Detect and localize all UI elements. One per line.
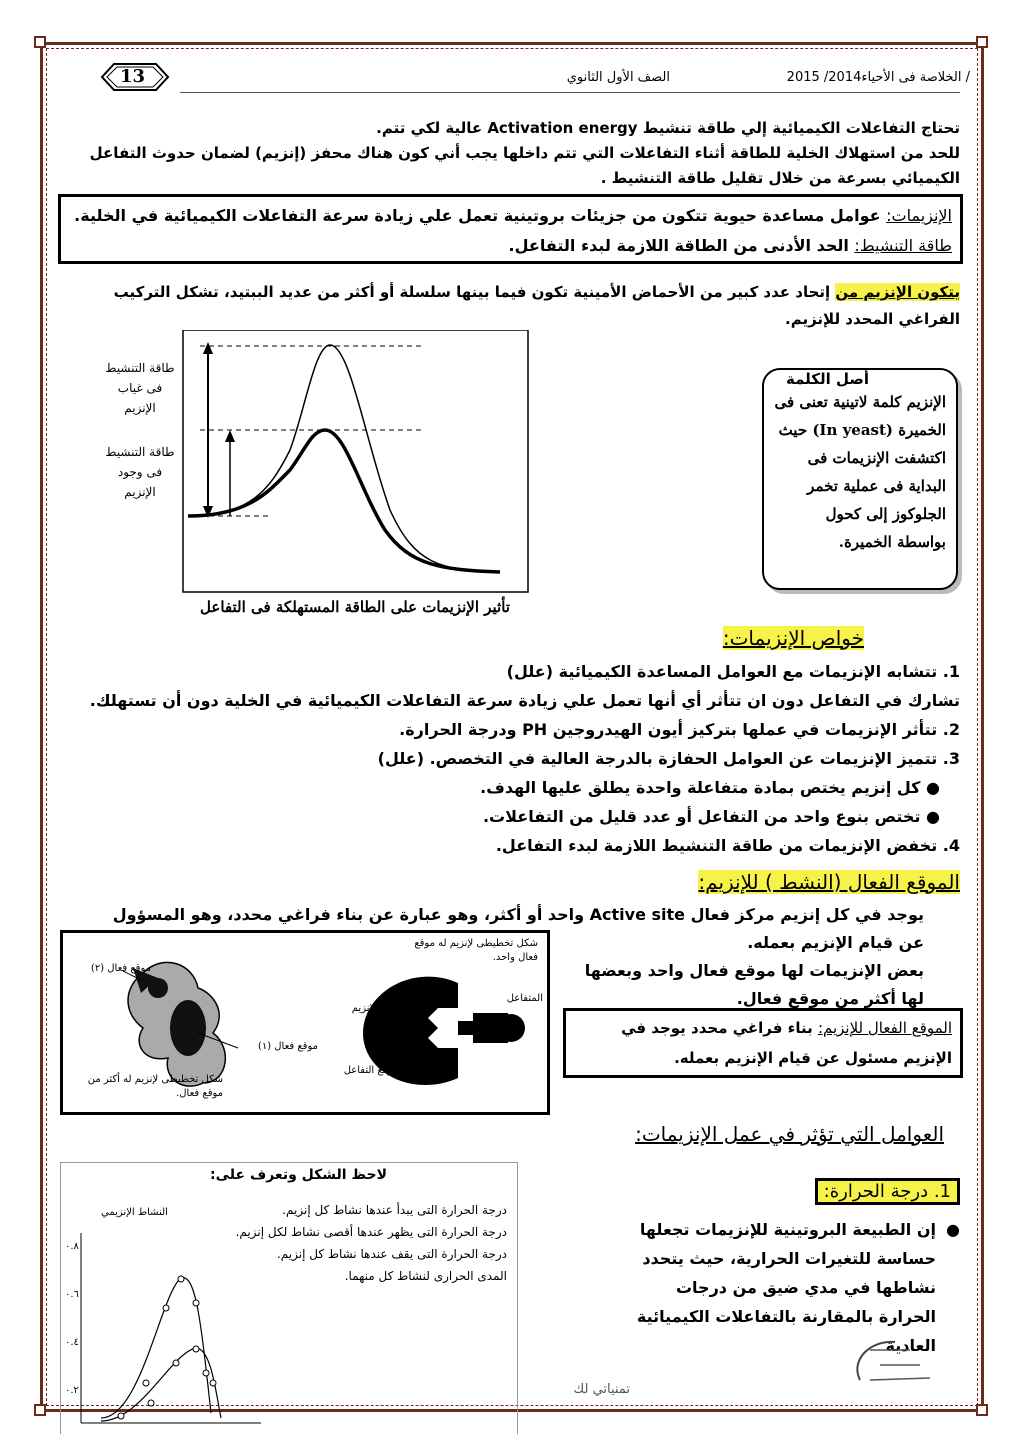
label-with-enzyme — [100, 442, 180, 502]
temperature-title — [815, 1178, 960, 1205]
corner-ornament — [976, 36, 988, 48]
corner-ornament — [34, 36, 46, 48]
temp-fig-item-2: درجة الحرارة التى يظهر عندها أقصى نشاط لكل إنزيم. — [235, 1225, 507, 1239]
property-1: 1. تتشابه الإنزيمات مع العوامل المساعدة الكيميائية (علل) — [506, 662, 960, 681]
intro-line-2: للحد من استهلاك الخلية للطاقة أثناء التفاعلات التي تتم داخلها يجب أني كون هناك محفز (إنزيم) لضمان حدوث التفاعل — [89, 144, 960, 162]
active-site-line-3: بعض الإنزيمات لها موقع فعال واحد وبعضها — [584, 961, 924, 980]
composition-highlight: يتكون الإنزيم من — [835, 283, 960, 301]
page-number: 13 — [120, 66, 146, 87]
header-grade: الصف الأول الثانوي — [566, 70, 670, 85]
intro-paragraph — [60, 116, 960, 191]
temperature-title-text: 1. درجة الحرارة: — [815, 1178, 960, 1205]
word-origin-box — [762, 368, 958, 590]
graph-caption: تأثير الإنزيمات على الطاقة المستهلكة فى التفاعل — [200, 598, 510, 616]
activation-energy-figure — [100, 330, 530, 630]
fig-right-caption: شكل تخطيطى لإنزيم له موقع فعال واحد. — [414, 938, 538, 963]
header-title: / الخلاصة فى الأحياء2014/ 2015 — [786, 70, 970, 85]
word-origin-text: الإنزيم كلمة لاتينية تعنى فى الخميرة (In yeast) حيث اكتشفت الإنزيمات فى البداية فى عملية تخمر الجلوكوز إلى كحول بواسطة الخميرة. — [774, 393, 946, 551]
label-without-line-3: الإنزيم — [124, 401, 156, 415]
temperature-paragraph: إن الطبيعة البروتينية للإنزيمات تجعلها حساسة للتغيرات الحرارية، حيث يتحدد نشاطها في مدي ضيق من درجات الحرارة بالمقارنة بالتفاعلات الكيميائية العادية — [636, 1220, 936, 1355]
word-origin-title: أصل الكلمة — [782, 370, 873, 388]
def-enzymes: عوامل مساعدة حيوية تتكون من جزيئات بروتينية تعمل علي زيادة سرعة التفاعلات الكيميائية في الخلية. — [74, 206, 887, 225]
composition-paragraph — [60, 279, 960, 333]
bullet-icon: ● — [946, 1220, 960, 1239]
temp-fig-list — [227, 1199, 507, 1287]
label-with-line-2: فى وجود — [117, 465, 163, 479]
ytick: ٠.٢ — [65, 1385, 79, 1396]
label-with-line-3: الإنزيم — [124, 485, 156, 499]
fig-substrate-label: المتفاعل — [506, 993, 543, 1004]
temp-activity-graph — [61, 1223, 261, 1433]
properties-list — [50, 657, 960, 860]
label-without-line-1: طاقة التنشيط — [105, 361, 175, 375]
label-without-line-2: فى غياب — [117, 381, 163, 395]
temp-fig-item-1: درجة الحرارة التى يبدأ عندها نشاط كل إنزيم. — [282, 1203, 507, 1217]
active-site-title-text: الموقع الفعال (النشط ) للإنزيم: — [698, 870, 960, 894]
ytick: ٠.٦ — [65, 1289, 79, 1300]
fig-reaction-site-label: موقع التفاعل — [343, 1065, 398, 1076]
composition-line-1 — [60, 279, 960, 306]
properties-title — [564, 626, 864, 650]
fig-site-2-label: موقع فعال (٢) — [90, 963, 151, 974]
fig-site-1-label: موقع فعال (١) — [257, 1041, 318, 1052]
def-activation: الحد الأدنى من الطاقة اللازمة لبدء التفاعل. — [508, 236, 855, 255]
active-site-figure — [60, 930, 550, 1115]
fig-enzyme-label: الإنزيم — [351, 1003, 378, 1014]
composition-line-2: الفراغي المحدد للإنزيم. — [785, 310, 960, 328]
ytick: ٠.٤ — [65, 1337, 79, 1348]
term-activation: طاقة التنشيط: — [854, 236, 952, 255]
intro-line-3: الكيميائي بسرعة من خلال تقليل طاقة التنشيط . — [600, 169, 960, 187]
label-without-enzyme — [100, 358, 180, 418]
label-with-line-1: طاقة التنشيط — [105, 445, 175, 459]
active-site-line-4: لها أكثر من موقع فعال. — [736, 989, 924, 1008]
temp-fig-item-4: المدى الحرارى لنشاط كل منهما. — [344, 1269, 507, 1283]
definition-activation — [69, 231, 952, 261]
active-site-term: الموقع الفعال للإنزيم: — [817, 1019, 952, 1037]
corner-ornament — [34, 1404, 46, 1416]
property-4: 4. تخفض الإنزيمات من طاقة التنشيط اللازمة لبدء التفاعل. — [495, 836, 960, 855]
active-site-definition-box — [563, 1008, 963, 1078]
factors-title: العوامل التي تؤثر في عمل الإنزيمات: — [635, 1122, 944, 1146]
property-3-bullet-1: ● كل إنزيم يختص بمادة متفاعلة واحدة يطلق عليها الهدف. — [480, 778, 940, 797]
properties-title-text: خواص الإنزيمات: — [722, 626, 864, 650]
temp-fig-ylabel: النشاط الإنزيمي — [101, 1207, 168, 1218]
term-enzymes: الإنزيمات: — [886, 206, 952, 225]
composition-rest: إتحاد عدد كبير من الأحماض الأمينية تكون فيما بينها سلسلة أو أكثر من عديد الببتيد، تشكل التركيب — [113, 283, 836, 301]
property-3-bullet-2: ● تختص بنوع واحد من التفاعل أو عدد قليل من التفاعلات. — [482, 807, 940, 826]
active-site-def: بناء فراغي محدد يوجد في الإنزيم مسئول عن قيام الإنزيم بعمله. — [621, 1019, 952, 1067]
property-1-detail: تشارك في التفاعل دون ان تتأثر أي أنها تعمل علي زيادة سرعة التفاعلات الكيميائية في الخلية دون أن تستهلك. — [89, 691, 960, 710]
property-3: 3. تتميز الإنزيمات عن العوامل الحفازة بالدرجة العالية في التخصص. (علل) — [377, 749, 960, 768]
author-logo — [840, 1330, 950, 1400]
fig-left-caption: شكل تخطيطى لإنزيم له أكثر من موقع فعال. — [87, 1074, 223, 1099]
corner-ornament — [976, 1404, 988, 1416]
active-site-line-1: يوجد في كل إنزيم مركز فعال Active site واحد أو أكثر، وهو عبارة عن بناء فراغي محدد، وهو المسؤول — [112, 905, 924, 924]
active-site-line-2: عن قيام الإنزيم بعمله. — [747, 933, 924, 952]
temp-fig-heading: لاحظ الشكل وتعرف على: — [210, 1167, 387, 1183]
temperature-figure — [60, 1162, 518, 1434]
temp-fig-item-3: درجة الحرارة التى يقف عندها نشاط كل إنزيم. — [276, 1247, 507, 1261]
definitions-box — [58, 194, 963, 264]
ytick: ٠.٨ — [65, 1241, 79, 1252]
header-rule — [180, 92, 960, 93]
definition-enzymes — [69, 201, 952, 231]
property-2: 2. تتأثر الإنزيمات في عملها بتركيز أيون الهيدروجين PH ودرجة الحرارة. — [399, 720, 960, 739]
intro-line-1: تحتاج التفاعلات الكيميائية إلي طاقة تنشيط Activation energy عالية لكي تتم. — [376, 119, 960, 137]
active-site-title — [640, 870, 960, 894]
footer-text: تمنياتي لك — [573, 1382, 630, 1397]
temp-fig-yticks — [65, 1223, 79, 1415]
